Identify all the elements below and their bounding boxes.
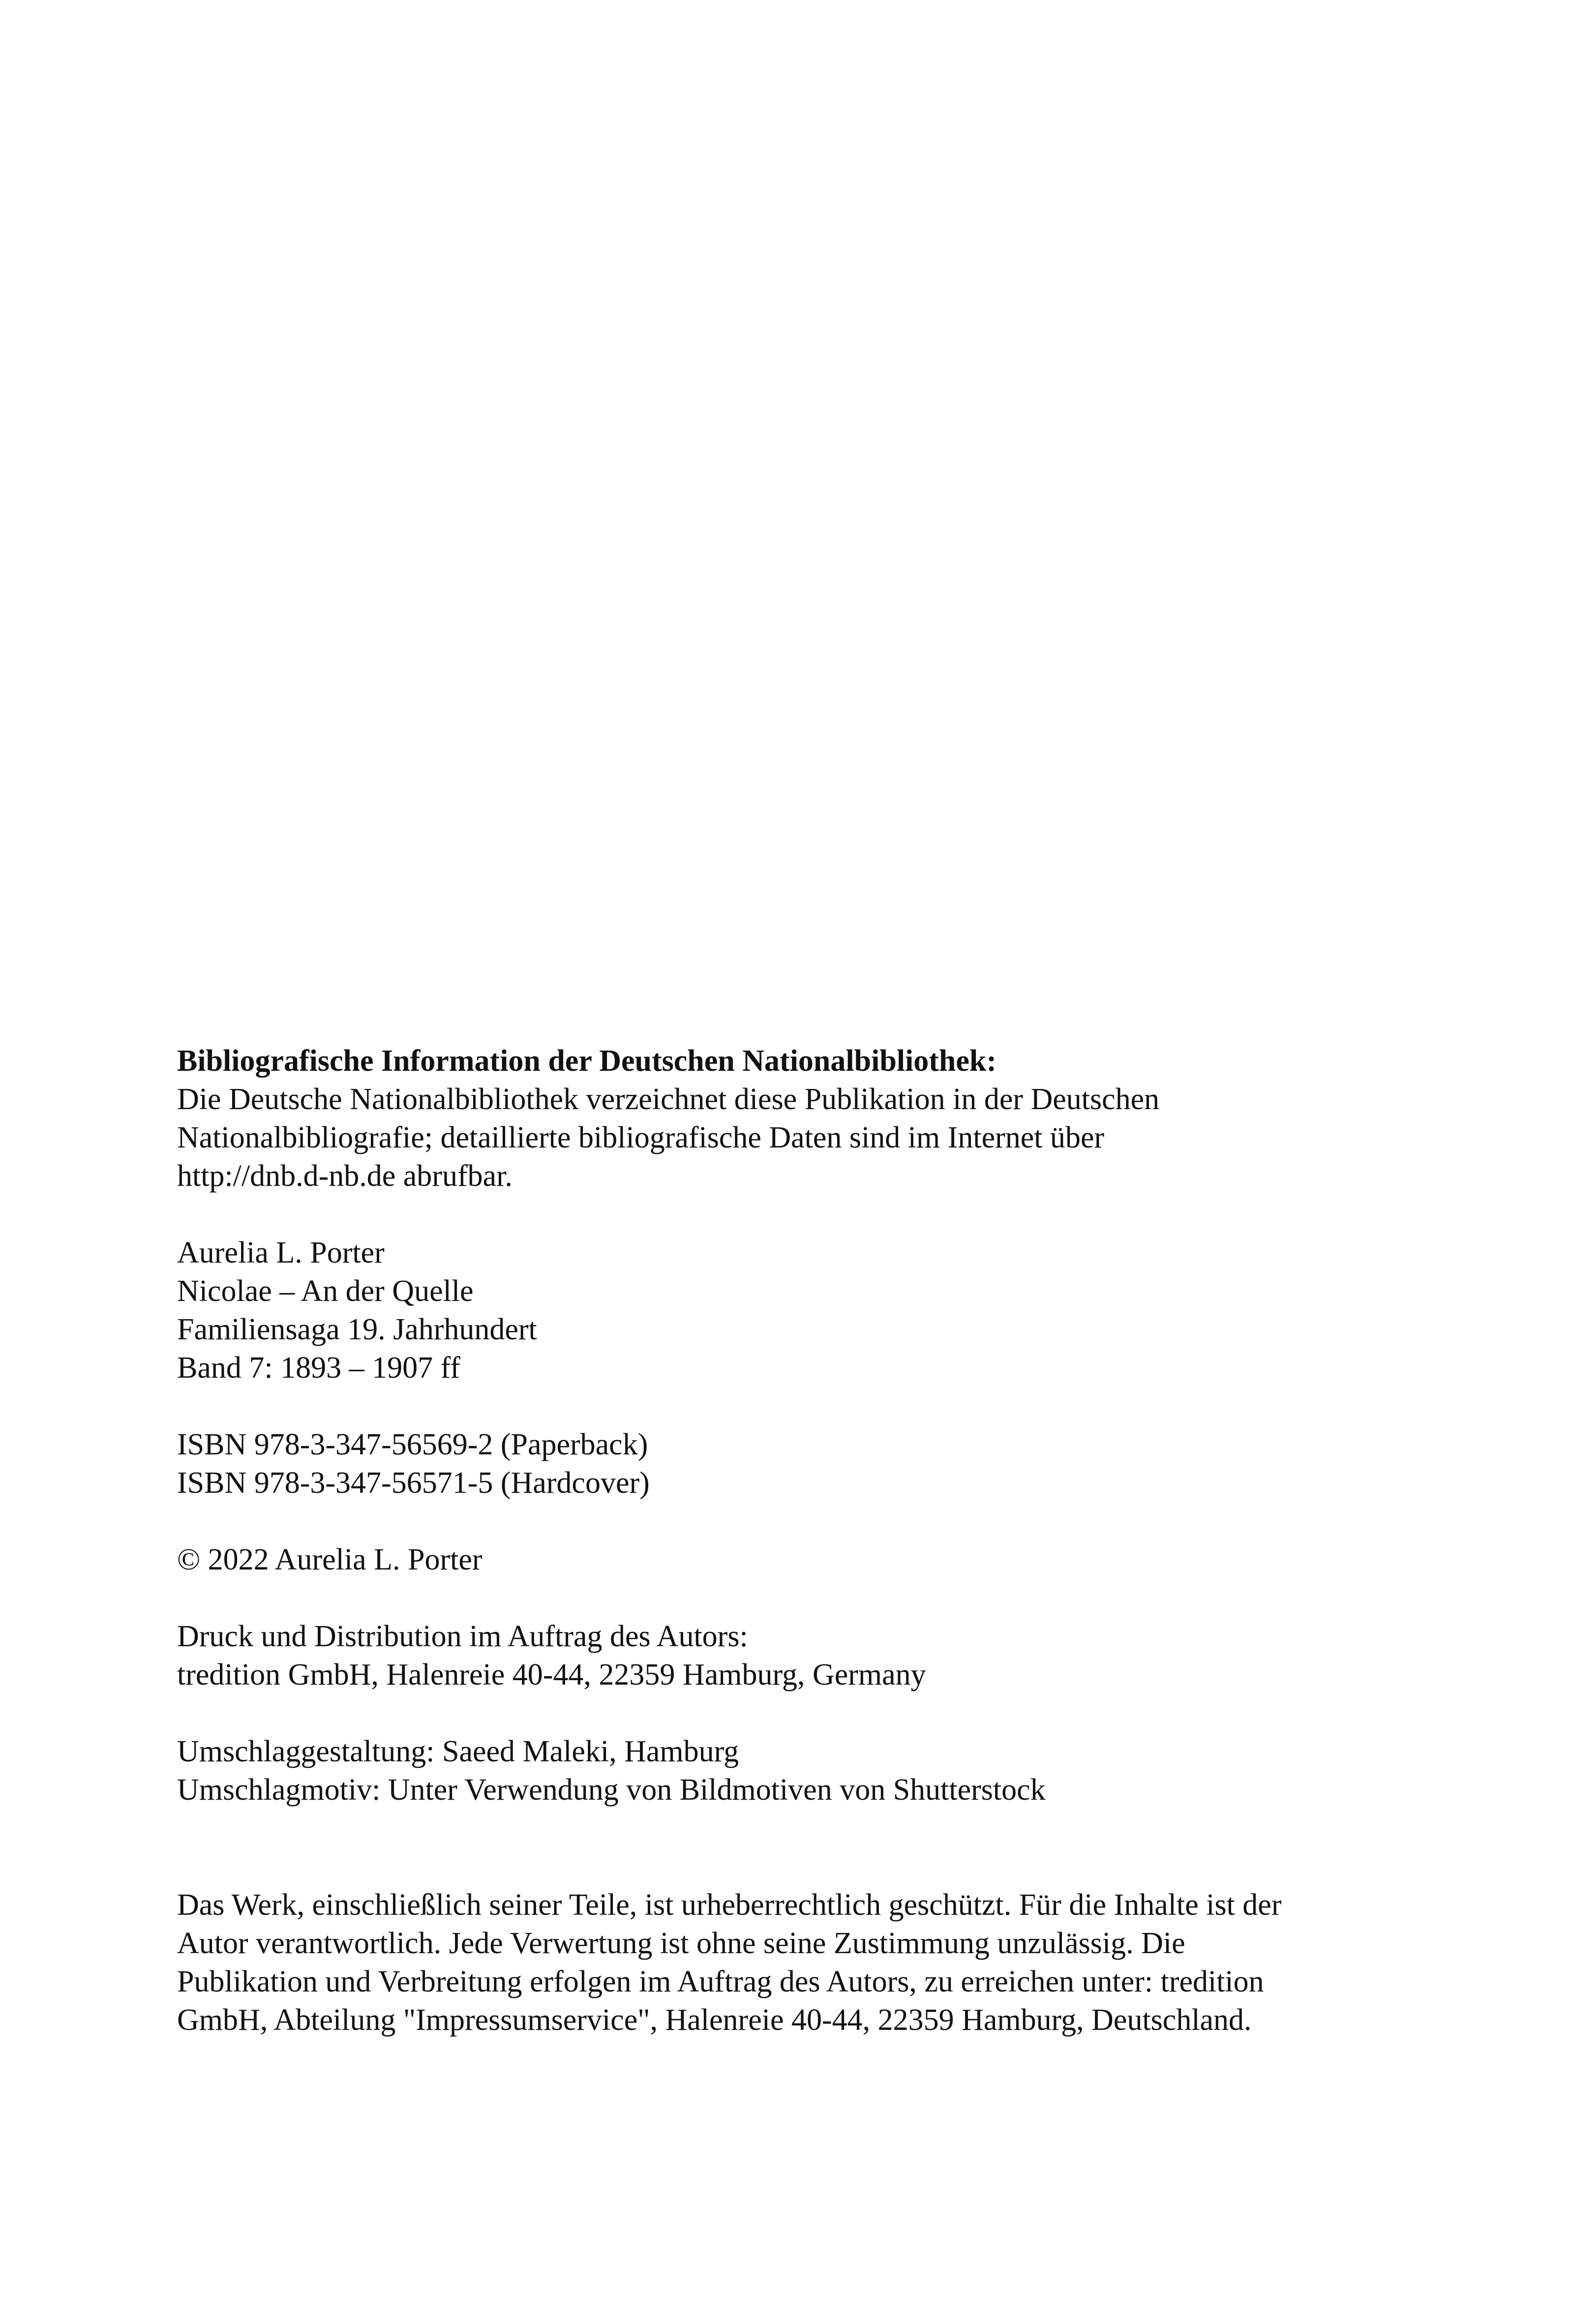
dnb-line: Die Deutsche Nationalbibliothek verzeichnet diese Publikation in der Deutschen bbox=[177, 1083, 1160, 1116]
spacer bbox=[177, 1579, 1407, 1617]
cover-design: Umschlaggestaltung: Saeed Maleki, Hamburg bbox=[177, 1735, 739, 1768]
imprint-block bbox=[177, 1042, 1407, 2039]
spacer bbox=[177, 1694, 1407, 1732]
book-author: Aurelia L. Porter bbox=[177, 1236, 385, 1269]
copyright-notice: © 2022 Aurelia L. Porter bbox=[177, 1543, 483, 1576]
book-genre: Familiensaga 19. Jahrhundert bbox=[177, 1313, 537, 1346]
cover-section bbox=[177, 1732, 1407, 1809]
copyright-section bbox=[177, 1540, 1407, 1579]
legal-line: GmbH, Abteilung "Impressumservice", Halenreie 40-44, 22359 Hamburg, Deutschland. bbox=[177, 2003, 1252, 2037]
spacer bbox=[177, 1387, 1407, 1425]
isbn-hardcover: ISBN 978-3-347-56571-5 (Hardcover) bbox=[177, 1466, 650, 1500]
distribution-line: tredition GmbH, Halenreie 40-44, 22359 Hamburg, Germany bbox=[177, 1658, 926, 1691]
book-title: Nicolae – An der Quelle bbox=[177, 1274, 474, 1308]
dnb-line: http://dnb.d-nb.de abrufbar. bbox=[177, 1159, 513, 1193]
legal-line: Autor verantwortlich. Jede Verwertung ist ohne seine Zustimmung unzulässig. Die bbox=[177, 1927, 1185, 1960]
dnb-line: Nationalbibliografie; detaillierte bibliografische Daten sind im Internet über bbox=[177, 1121, 1105, 1154]
isbn-paperback: ISBN 978-3-347-56569-2 (Paperback) bbox=[177, 1428, 648, 1461]
spacer bbox=[177, 1809, 1407, 1886]
book-section bbox=[177, 1234, 1407, 1387]
legal-section bbox=[177, 1886, 1407, 2039]
cover-motif: Umschlagmotiv: Unter Verwendung von Bildmotiven von Shutterstock bbox=[177, 1773, 1046, 1807]
distribution-line: Druck und Distribution im Auftrag des Autors: bbox=[177, 1620, 748, 1653]
spacer bbox=[177, 1195, 1407, 1234]
isbn-section bbox=[177, 1425, 1407, 1502]
dnb-heading: Bibliografische Information der Deutschen Nationalbibliothek: bbox=[177, 1044, 997, 1078]
legal-line: Das Werk, einschließlich seiner Teile, ist urheberrechtlich geschützt. Für die Inhalte ist der bbox=[177, 1888, 1282, 1922]
spacer bbox=[177, 1502, 1407, 1540]
legal-line: Publikation und Verbreitung erfolgen im Auftrag des Autors, zu erreichen unter: tredition bbox=[177, 1965, 1264, 1998]
distribution-section bbox=[177, 1617, 1407, 1694]
dnb-section bbox=[177, 1042, 1407, 1195]
book-volume: Band 7: 1893 – 1907 ff bbox=[177, 1351, 460, 1385]
